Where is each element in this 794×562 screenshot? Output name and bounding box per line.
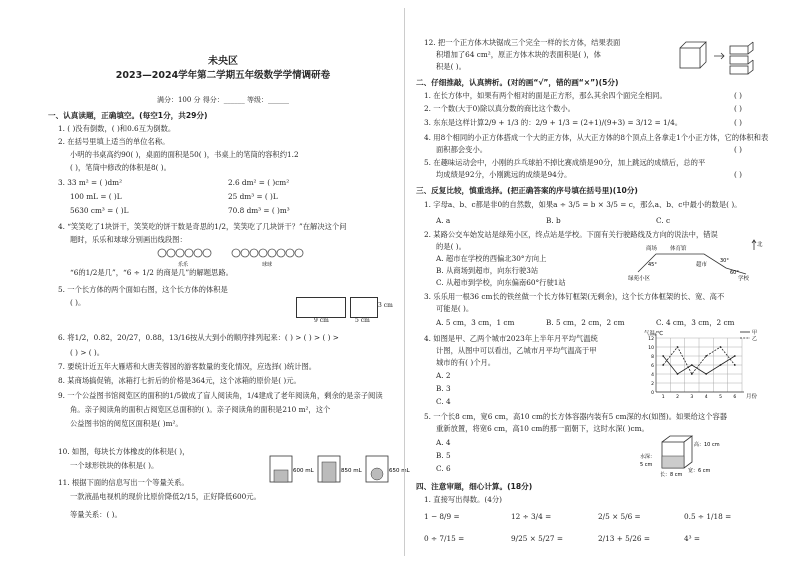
choice-4-opt-c: C. 4 [436,397,451,406]
judge-3-paren[interactable]: ( ) [734,118,743,127]
data-point [691,373,693,375]
choice-3-b: 可能是( )。 [436,304,474,313]
q5-dim-9cm: 9 cm [314,317,329,324]
choice-3-opt-a: A. 5 cm，3 cm，1 cm [436,318,515,327]
judge-1-paren[interactable]: ( ) [734,91,743,100]
q9-line-b: 角。亲子阅读角的面积占阅览区总面积的( )。亲子阅读角的面积是210 m²，这个 [70,405,331,414]
judge-4-paren[interactable]: ( ) [734,145,743,154]
q10-line-a: 10. 如图，每块长方体橡皮的体积是( )， [58,447,190,456]
container-water-label: 水深： [640,454,656,460]
q9-line-a: 9. 一个公益图书馆阅览区的面积的1/5做成了盲人阅读角，1/4建成了老年阅读角，剩余的是亲子阅读 [58,391,383,400]
choice-3-opt-b: B. 5 cm，2 cm，2 cm [546,318,625,327]
container-length-label: 长：8 cm [660,472,683,478]
q5-line-b: ( )。 [70,298,86,307]
choice-5-opt-a: A. 4 [436,438,451,447]
page-subtitle: 2023—2024学年第二学期五年级数学学情调研卷 [115,70,331,81]
judge-3: 3. 东东是这样计算2/9 + 1/3 的：2/9 + 1/3 = (2+1)/(9+3) = 3/12 = 1/4。 [424,118,683,127]
q12-line-b: 积增加了64 cm²，原正方体木块的表面积是( )，体 [436,50,601,59]
q6-line-a: 6. 将1/2，0.82，20/27，0.88，13/16按从大到小的顺序排列起来：( ) > ( ) > ( ) > [58,333,339,342]
map-angle-60: 60° [730,270,739,276]
lele-segment-diagram [156,246,216,268]
choice-5-b: 重新放置，将宽6 cm，高10 cm的那一面朝下，这时水深( )cm。 [436,424,649,433]
y-tick-label: 4 [651,372,654,378]
choice-5-a: 5. 一个长8 cm，宽6 cm，高10 cm的长方体容器内装有5 cm深的水(如图)。如果给这个容器 [424,412,728,421]
q3-c: 100 mL = ( )L [70,192,122,201]
choice-2-opt-b: B. 从商场到超市，向东行驶3站 [436,266,539,275]
data-point [720,346,722,348]
q2-line-a: 小明的书桌高约90( )，桌面的面积是50( )，书桌上的笔筒的容积约1.2 [70,150,299,159]
choice-4-opt-b: B. 3 [436,384,451,393]
qiuqiu-segment-diagram [230,246,310,268]
chart-xlabel: 月份 [746,394,758,400]
q7: 7. 要统计近五年大雁塔和大唐芙蓉园的游客数量的变化情况，应选择( )统计图。 [58,362,317,371]
map-angle-30: 30° [720,258,729,264]
q11-line-c: 等量关系：( )。 [70,510,122,519]
calc-r2-c3: 2/13 + 5/26 = [598,534,650,543]
map-label-gym: 体育馆 [670,246,687,252]
section-3-heading: 三、反复比较，慎重选择。(把正确答案的序号填在括号里)(10分) [416,186,638,195]
q9-line-c: 公益图书馆的阅览区面积是( )m²。 [70,419,183,428]
calc-r1-c4: 0.5 ÷ 1/18 = [684,512,732,521]
q3-a: 3. 33 m² = ( )dm² [58,178,123,187]
legend-label: 乙 [752,335,758,342]
section-1-heading: 一、认真读题，正确填空。(每空1分，共29分) [48,111,208,120]
q3-f: 70.8 dm³ = ( )m³ [228,206,290,215]
section-2-heading: 二、仔细推敲，认真辨析。(对的画“√”，错的画“×”)(5分) [416,78,619,87]
choice-5-opt-c: C. 6 [436,464,451,473]
lele-label: 乐乐 [178,262,189,268]
choice-1: 1. 字母a、b、c都是非0的自然数，如果a ÷ 3/5 = b × 3/5 = c，那么a、b、c中最小的数是( )。 [424,200,742,209]
column-divider [404,8,405,556]
q10-cups-diagram [268,452,410,484]
section-4-heading: 四、注意审题，细心计算。(18分) [416,482,533,491]
choice-3-a: 3. 乐乐用一根36 cm长的铁丝做一个长方体钉框架(无剩余)，这个长方体框架的长、宽、高不 [424,292,725,301]
judge-5-paren[interactable]: ( ) [734,170,743,179]
map-label-market: 超市 [696,262,708,268]
q10-line-b: 一个球形铁块的体积是( )。 [70,461,159,470]
data-point [662,364,664,366]
choice-5-opt-b: B. 5 [436,451,451,460]
bus-route-map [626,238,766,282]
calc-r1-c3: 2/5 × 5/6 = [598,512,641,521]
q4-line-c: “6的1/2是几”，“6 ÷ 1/2 的商是几”的解题思路。 [70,268,233,277]
q4-line-b: 题时，乐乐和球球分别画出线段图： [70,235,187,244]
calc-r2-c4: 4³ = [684,534,701,543]
x-tick-label: 3 [690,395,694,400]
calc-r2-c2: 9/25 × 5/27 = [511,534,563,543]
calc-r1-c1: 1 − 8/9 = [424,512,460,521]
q11-line-a: 11. 根据下面的信息写出一个等量关系。 [58,478,189,487]
map-label-shop: 商场 [646,246,658,252]
map-label-north: 北 [757,242,763,248]
q5-face-2 [350,297,378,318]
calc-r2-c1: 0 ÷ 7/15 = [424,534,465,543]
calc-heading: 1. 直接写出得数。(4分) [424,495,502,504]
q2-line-b: ( )，笔筒中修改的体积是8( )。 [70,163,171,172]
container-width-label: 宽：6 cm [688,468,711,474]
x-tick-label: 5 [719,395,722,400]
judge-4-a: 4. 用8个相同的小正方体搭成一个大的正方体，从大正方体的8个顶点上各拿走1个小正方体，它的体积和表 [424,133,769,142]
q3-e: 5630 cm³ = ( )L [70,206,129,215]
data-point [720,364,722,366]
qiuqiu-label: 球球 [262,262,273,268]
cup2-label: 850 mL [341,468,362,474]
data-point [691,364,693,366]
y-tick-label: 2 [651,381,654,387]
left-column [48,0,410,562]
data-point [734,364,736,366]
score-line: 满分：100 分 得分：______ 等级：______ [156,96,290,104]
map-angle-45: 45° [648,262,657,268]
y-tick-label: 10 [648,345,654,351]
judge-4-b: 面积都会变小。 [436,145,488,154]
temperature-line-chart [642,326,766,410]
q2: 2. 在括号里填上适当的单位名称。 [58,137,170,146]
q8: 8. 某商场搞促销，冰箱打七折后的价格是364元，这个冰箱的原价是( )元。 [58,376,301,385]
x-tick-label: 6 [733,395,737,400]
y-tick-label: 12 [648,336,654,342]
choice-4-b: 计图，从图中可以看出，乙城市月平均气温高于甲 [436,346,597,355]
q12-line-a: 12. 把一个正方体木块锯成三个完全一样的长方体，结果表面 [424,38,621,47]
y-tick-label: 6 [651,363,654,369]
data-point [734,355,736,357]
q12-cube-diagram [678,38,756,78]
q1: 1. ( )没有倒数，( )和0.6互为倒数。 [58,124,176,133]
q6-line-b: ( ) > ( )。 [70,348,105,357]
choice-2-opt-a: A. 超市在学校的西偏北30°方向上 [436,254,547,263]
cup1-label: 600 mL [293,468,314,474]
choice-1-opt-c: C. c [656,216,671,225]
choice-4-a: 4. 如图是甲、乙两个城市2023年上半年月平均气温统 [424,334,598,343]
q4-line-a: 4. “笑笑吃了1块饼干，笑笑吃的饼干数是奇思的1/2，笑笑吃了几块饼干？”在解决这个问 [58,222,347,231]
judge-5-a: 5. 在趣味运动会中，小刚的乒乓球拍不掉比赛成绩是90分，加上跳远的成绩后，总的平 [424,158,706,167]
choice-2-b: 的是( )。 [436,242,466,251]
q5-dim-5cm: 5 cm [355,317,370,324]
page-title: 未央区 [208,56,238,67]
q3-b: 2.6 dm² = ( )cm² [228,178,290,187]
judge-2: 2. 一个数(大于0)除以真分数的商比这个数小。 [424,104,575,113]
q5-dim-3cm: 3 cm [378,302,393,309]
water-container-diagram [638,432,728,478]
data-point [677,346,679,348]
choice-1-opt-a: A. a [436,216,451,225]
choice-3-opt-c: C. 4 cm，3 cm，2 cm [656,318,735,327]
q5-face-1 [296,297,346,318]
choice-4-opt-a: A. 2 [436,371,451,380]
container-height-label: 高：10 cm [694,442,720,448]
right-column [416,0,769,562]
map-label-start: 绿苑小区 [628,276,651,282]
choice-1-opt-b: B. b [546,216,561,225]
choice-2-a: 2. 某路公交车始发站是绿苑小区，终点站是学校。下面有关行驶路线及方向的说法中，错误 [424,230,718,239]
y-tick-label: 8 [651,354,654,360]
map-label-school: 学校 [738,276,750,282]
data-point [677,373,679,375]
y-tick-label: 0 [651,390,654,396]
q5-line-a: 5. 一个长方体的两个面如右图，这个长方体的体积是 [58,285,228,294]
x-tick-label: 2 [676,395,679,400]
container-water-depth: 5 cm [640,462,653,468]
chart-ylabel: 气温/℃ [644,331,664,337]
choice-2-opt-c: C. 从超市到学校，向东偏南60°行驶1站 [436,278,566,287]
q3-d: 25 dm³ = ( )L [228,192,278,201]
x-tick-label: 1 [661,395,665,400]
judge-2-paren[interactable]: ( ) [734,104,743,113]
calc-r1-c2: 12 ÷ 3/4 = [511,512,552,521]
x-tick-label: 4 [704,395,708,400]
judge-5-b: 均成绩是92分，小刚跳远的成绩是94分。 [436,170,572,179]
legend-label: 甲 [752,329,758,336]
judge-1: 1. 在长方体中，如果有两个相对的面是正方形，那么其余四个面完全相同。 [424,91,667,100]
choice-4-c: 城市的有( )个月。 [436,358,496,367]
q11-line-b: 一款液晶电视机的现价比原价降低2/15，正好降低600元。 [70,492,261,501]
data-point [705,373,707,375]
data-point [662,355,664,357]
cup3-label: 650 mL [389,468,410,474]
q12-line-c: 积是( )。 [436,62,466,71]
data-point [705,355,707,357]
